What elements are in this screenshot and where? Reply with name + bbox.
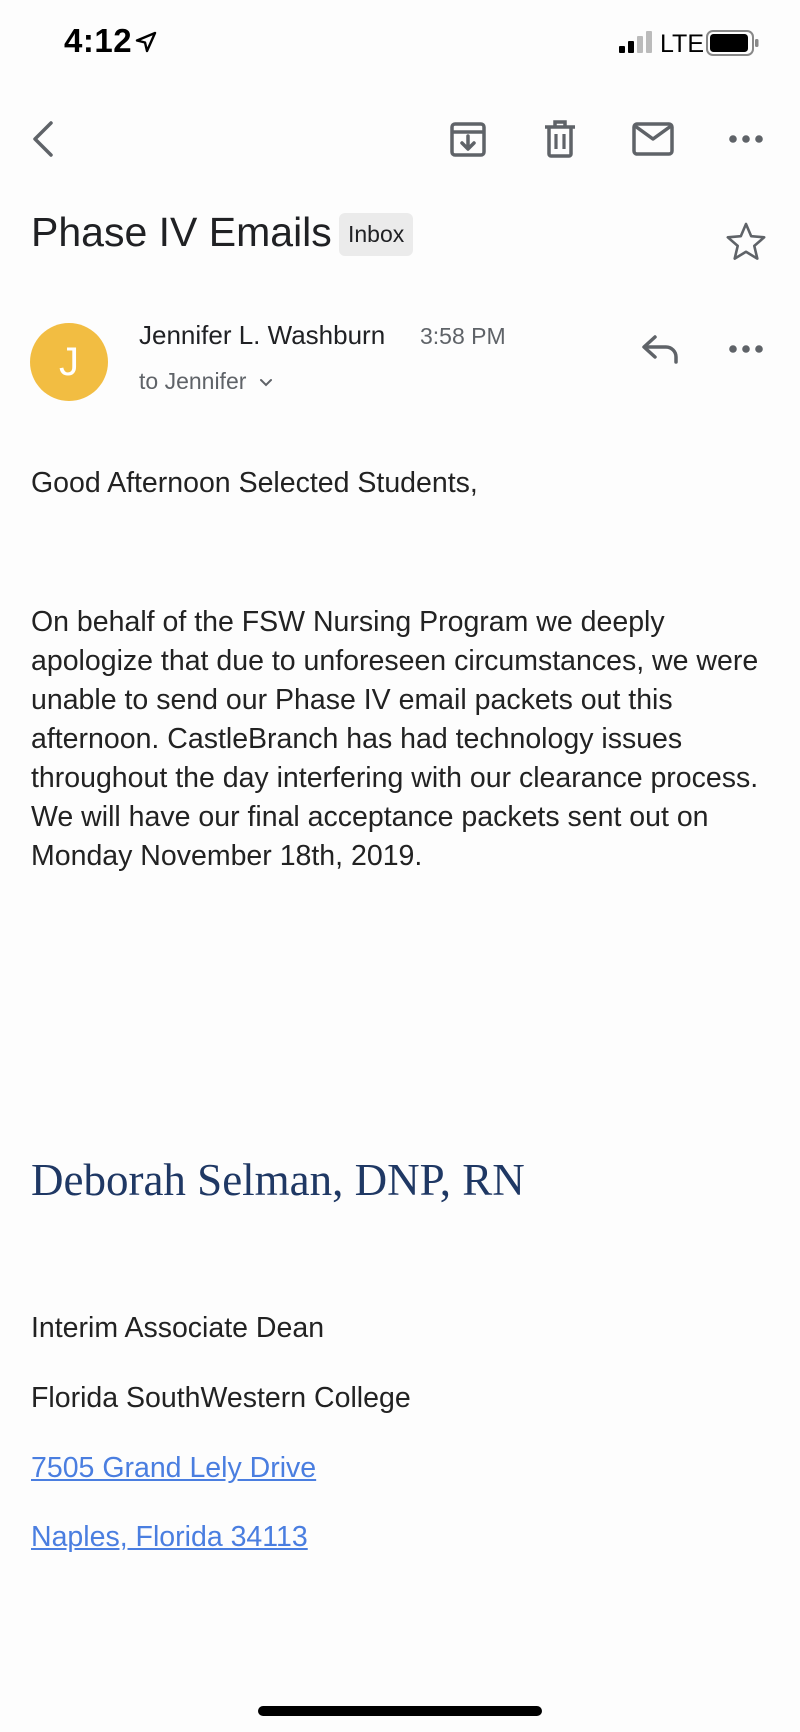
chevron-down-icon (259, 378, 273, 388)
sender-name[interactable]: Jennifer L. Washburn (139, 320, 386, 350)
reply-button[interactable] (636, 325, 684, 373)
trash-icon (542, 119, 578, 159)
signature-title: Interim Associate Dean (31, 1312, 325, 1344)
back-arrow-icon (29, 119, 59, 159)
sent-time: 3:58 PM (420, 323, 506, 349)
signature-name: Deborah Selman, DNP, RN (31, 1155, 525, 1205)
star-outline-icon[interactable] (725, 221, 767, 263)
signature-college: Florida SouthWestern College (31, 1382, 411, 1414)
reply-icon (640, 334, 680, 364)
more-horizontal-icon (728, 344, 764, 354)
recipient-details-toggle[interactable] (139, 368, 273, 395)
subject-row (31, 205, 771, 265)
email-subject: Phase IV Emails (31, 209, 332, 255)
address-link-city[interactable]: Naples, Florida 34113 (31, 1521, 308, 1553)
mark-unread-button[interactable] (629, 115, 677, 163)
location-arrow-icon (134, 30, 158, 54)
network-type: LTE (660, 30, 704, 58)
email-body-paragraph: On behalf of the FSW Nursing Program we deeply apologize that due to unforeseen circumstances, we were unable to send our Phase IV email packets out this afternoon. CastleBranch has had technology issues throughout the day interfering with our clearance process. We will have our final acceptance packets sent out on Monday November 18th, 2019. (31, 606, 759, 872)
back-button[interactable] (20, 115, 68, 163)
sender-avatar[interactable]: J (30, 323, 108, 401)
message-more-button[interactable] (722, 325, 770, 373)
signal-strength-icon (618, 30, 654, 54)
delete-button[interactable] (536, 115, 584, 163)
status-time: 4:12 (64, 22, 133, 59)
mail-icon (632, 122, 674, 156)
message-toolbar (0, 105, 800, 175)
archive-button[interactable] (444, 115, 492, 163)
recipient-text: to Jennifer (139, 368, 247, 394)
address-link-street[interactable]: 7505 Grand Lely Drive (31, 1452, 317, 1484)
status-bar (0, 0, 800, 90)
email-greeting: Good Afternoon Selected Students, (31, 467, 478, 499)
more-options-button[interactable] (722, 115, 770, 163)
archive-icon (448, 119, 488, 159)
inbox-label-chip[interactable]: Inbox (339, 213, 413, 256)
more-horizontal-icon (728, 134, 764, 144)
home-indicator[interactable] (258, 1706, 542, 1716)
battery-icon (706, 30, 760, 56)
